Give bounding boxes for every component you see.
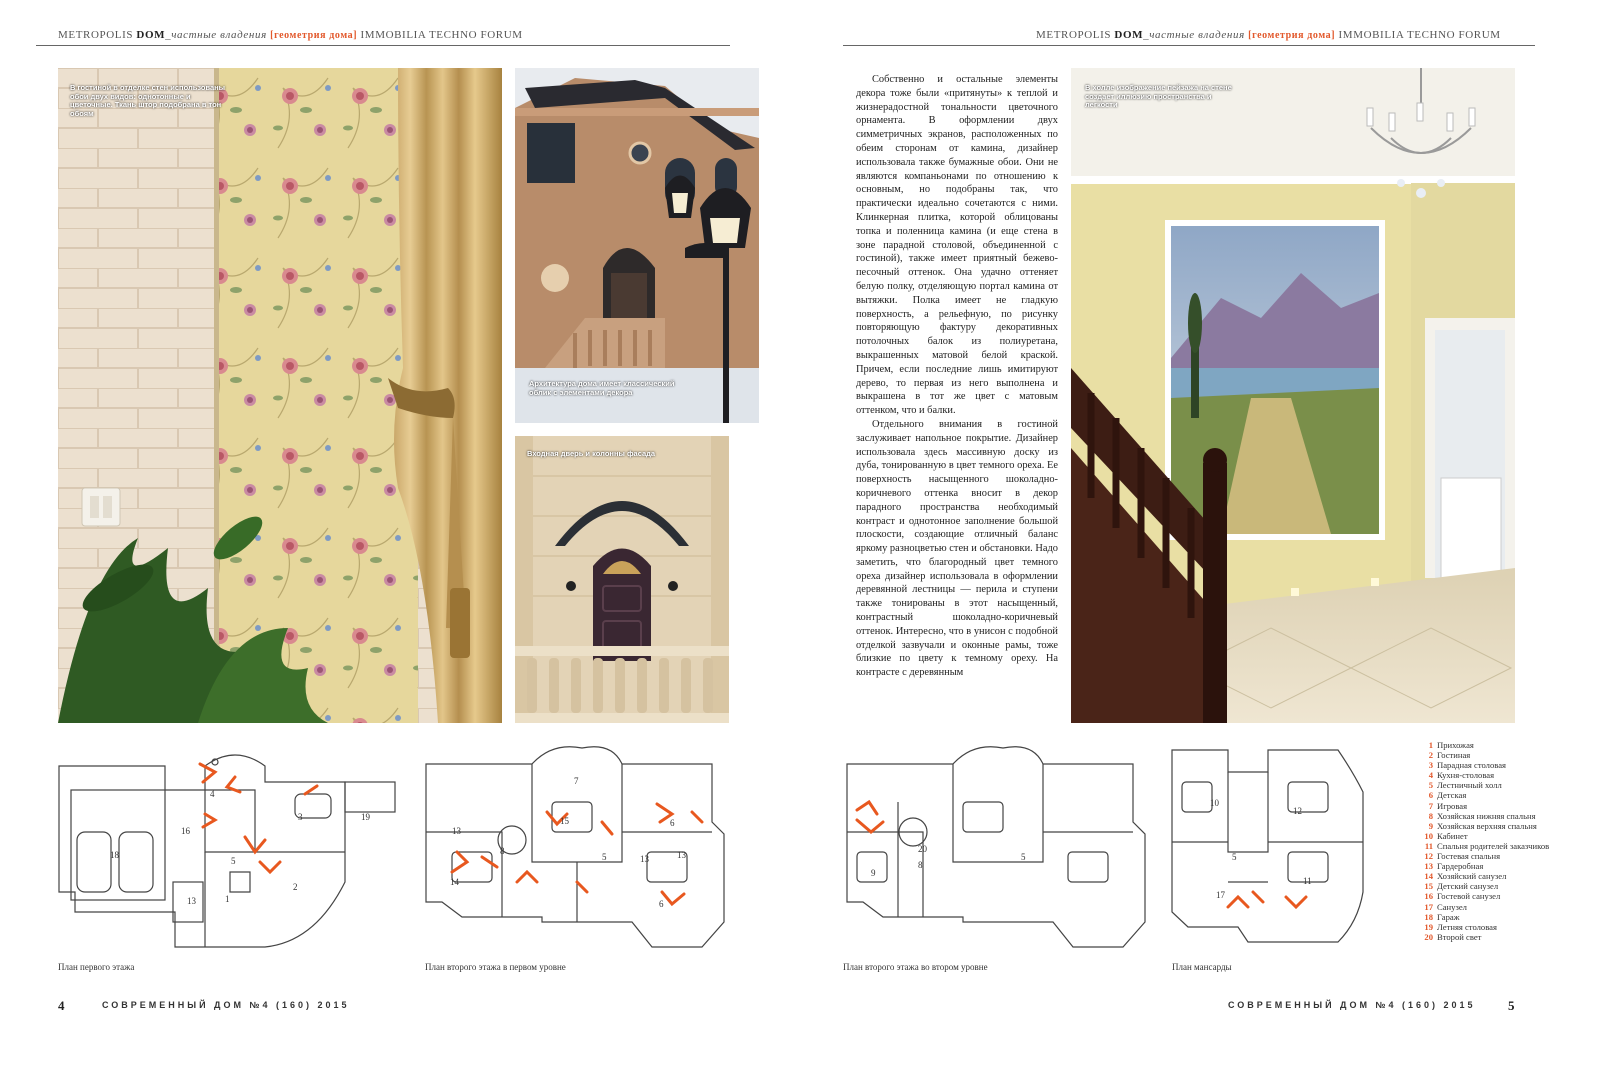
legend-number: 2: [1428, 750, 1433, 761]
legend-item: [1423, 811, 1573, 821]
legend-item: [1423, 922, 1573, 932]
plan-room-number: 5: [231, 856, 236, 866]
header-subtitle: _частные владения: [165, 29, 267, 41]
legend-number: 13: [1424, 861, 1433, 872]
plan-room-number: 17: [1216, 890, 1225, 900]
legend-number: 9: [1428, 820, 1433, 831]
article-paragraph: Собственно и остальные элементы декора тоже были «притянуты» к теплой и жизнерадостной тональности цветочного орнамента. В оформлении двух симметричных экранов, расположенных по обеим сторонам от камина, дизайнер использовала также бумажные обои. Они не являются компаньонами по отношению к основным, но подобраны так, что практически идеально сочетаются с ними. Клинкерная плитка, которой облицованы топка и поленница камина (и еще стена в зоне парадной столовой, объединенной с гостиной), также имеет приятный бежево-песочный оттенок. Она удачно оттеняет белую полку, отделяющую портал камина от вытяжки. Полка имеет не гладкую поверхность, а рельефную, по рисунку повторяющую фактуру декоративных потолочных балок из полиуретана, выкрашенных матовой белой краской. Причем, если последние лишь имитируют дерево, то первая из него выполнена и выкрашена в тот же цвет с матовым оттенком, что и балки.: [856, 74, 1058, 417]
page-number-left: 4: [58, 998, 65, 1013]
legend-label: Гостевой санузел: [1437, 891, 1501, 902]
photo-caption-wallpaper: В гостиной в отделке стен использованы обои двух видов: однотонные и цветочные. Ткань штор подобрана в тон обоям: [70, 83, 226, 118]
plan-caption-attic: План мансарды: [1172, 962, 1232, 972]
running-header-right: [1036, 29, 1501, 41]
legend-label: Гараж: [1437, 911, 1460, 922]
legend-item: [1423, 861, 1573, 871]
legend-number: 8: [1428, 810, 1433, 821]
legend-label: Прихожая: [1437, 740, 1474, 750]
legend-number: 17: [1424, 901, 1433, 912]
plan-room-number: 19: [361, 812, 370, 822]
article-body: [856, 73, 1058, 680]
photo-caption-door: Входная дверь и колонны фасада: [527, 449, 656, 458]
legend-number: 4: [1428, 770, 1433, 781]
page-number-right: 5: [1508, 998, 1515, 1013]
legend-item: [1423, 760, 1573, 770]
plan-room-number: 18: [110, 850, 119, 860]
plan-room-number: 3: [298, 812, 303, 822]
plan-room-number: 20: [918, 844, 927, 854]
legend-item: [1423, 831, 1573, 841]
plan-room-number: 13: [452, 826, 461, 836]
legend-item: [1423, 841, 1573, 851]
header-rule-left: [36, 45, 730, 46]
plan-room-number: 4: [210, 789, 215, 799]
legend-item: [1423, 790, 1573, 800]
plan-room-number: 7: [574, 776, 579, 786]
house-facade-photo: [515, 68, 759, 423]
legend-label: Игровая: [1437, 800, 1468, 811]
legend-label: Санузел: [1437, 901, 1467, 912]
plan-legend: [1423, 740, 1573, 942]
plan-room-number: 5: [1232, 852, 1237, 862]
legend-item: [1423, 851, 1573, 861]
plan-room-number: 10: [1210, 798, 1219, 808]
plan-room-number: 13: [677, 850, 686, 860]
plan-room-number: 15: [560, 816, 569, 826]
floor-plan-attic: [1168, 742, 1373, 954]
floor-plan-first: [55, 742, 415, 954]
legend-number: 10: [1424, 830, 1433, 841]
plan-room-number: 9: [871, 868, 876, 878]
header-section-tag: [геометрия дома]: [1248, 30, 1336, 41]
photo-caption-facade: Архитектура дома имеет классический облик с элементами декора: [529, 379, 675, 397]
plan-room-number: 8: [918, 860, 923, 870]
legend-number: 5: [1428, 780, 1433, 791]
legend-item: [1423, 902, 1573, 912]
legend-item: [1423, 881, 1573, 891]
legend-number: 12: [1424, 851, 1433, 862]
plan-room-number: 13: [640, 854, 649, 864]
legend-number: 3: [1428, 760, 1433, 771]
legend-number: 14: [1424, 871, 1433, 882]
plan-room-number: 11: [1303, 876, 1312, 886]
header-subtitle: _частные владения: [1143, 29, 1245, 41]
wallpaper-curtain-photo: [58, 68, 502, 723]
plan-room-number: 6: [659, 899, 664, 909]
legend-item: [1423, 891, 1573, 901]
plan-room-number: 12: [1293, 806, 1302, 816]
header-rest: IMMOBILIA TECHNO FORUM: [1338, 29, 1501, 41]
header-metropolis: METROPOLIS: [58, 29, 134, 41]
article-paragraph: Отдельного внимания в гостиной заслуживает напольное покрытие. Дизайнер использовала здесь массивную доску из дуба, тонированную в цвет темного ореха. Ее поверхность насыщенного шоколадно-коричневого оттенка вносит в декор парадного пространства необходимый контраст и однотонное заполнение большой плоскости, создающие отличный баланс яркому разноцветью стен и обстановки. Надо заметить, что благородный цвет темного ореха дизайнер использовала в оформлении деревянной лестницы — перила и ступени также тонированы в этот насыщенный, контрастный шоколадно-коричневый оттенок. Интересно, что в унисон с подобной отделкой зазвучали и оконные рамы, тоже близкие по цвету к темному ореху. На контрасте с деревянным: [856, 418, 1058, 679]
legend-item: [1423, 871, 1573, 881]
floor-plan-second-lower: [422, 742, 727, 954]
running-header-left: [58, 29, 523, 41]
plan-room-number: 5: [1021, 852, 1026, 862]
plan-caption-second-lower: План второго этажа в первом уровне: [425, 962, 566, 972]
legend-label: Парадная столовая: [1437, 760, 1506, 771]
photo-caption-hall: В холле изображение пейзажа на стене создает иллюзию пространства и легкости: [1085, 83, 1232, 109]
plan-caption-first: План первого этажа: [58, 962, 135, 972]
legend-label: Хозяйская нижняя спальня: [1437, 810, 1536, 821]
legend-number: 1: [1428, 740, 1433, 750]
legend-number: 6: [1428, 790, 1433, 801]
legend-label: Кабинет: [1437, 830, 1468, 841]
plan-room-number: 6: [670, 818, 675, 828]
legend-number: 18: [1424, 911, 1433, 922]
legend-label: Гостевая спальня: [1437, 851, 1501, 862]
header-dom: DOM: [136, 29, 166, 41]
header-metropolis: METROPOLIS: [1036, 29, 1112, 41]
legend-label: Хозяйская верхняя спальня: [1437, 820, 1537, 831]
header-rest: IMMOBILIA TECHNO FORUM: [360, 29, 523, 41]
legend-item: [1423, 932, 1573, 942]
plan-room-number: 13: [187, 896, 196, 906]
legend-label: Спальня родителей заказчиков: [1437, 840, 1550, 851]
plan-room-number: 16: [181, 826, 190, 836]
floor-plan-second-upper: [843, 742, 1148, 954]
legend-label: Детская: [1437, 790, 1467, 801]
header-section-tag: [геометрия дома]: [270, 30, 358, 41]
legend-number: 15: [1424, 881, 1433, 892]
legend-number: 11: [1424, 840, 1433, 851]
legend-number: 20: [1424, 931, 1433, 942]
legend-label: Летняя столовая: [1437, 921, 1497, 932]
legend-number: 16: [1424, 891, 1433, 902]
header-rule-right: [843, 45, 1535, 46]
plan-room-number: 2: [293, 882, 298, 892]
legend-label: Кухня-столовая: [1437, 770, 1495, 781]
legend-item: [1423, 780, 1573, 790]
legend-item: [1423, 912, 1573, 922]
footer-magazine-left: СОВРЕМЕННЫЙ ДОМ №4 (160) 2015: [102, 1000, 350, 1010]
legend-label: Хозяйский санузел: [1437, 871, 1507, 882]
plan-room-number: 1: [225, 894, 230, 904]
legend-label: Второй свет: [1437, 931, 1482, 942]
legend-label: Гардеробная: [1437, 861, 1484, 872]
legend-item: [1423, 801, 1573, 811]
footer-magazine-right: СОВРЕМЕННЫЙ ДОМ №4 (160) 2015: [1228, 1000, 1476, 1010]
legend-label: Детский санузел: [1437, 881, 1499, 892]
legend-item: [1423, 740, 1573, 750]
legend-item: [1423, 770, 1573, 780]
header-dom: DOM: [1114, 29, 1144, 41]
legend-number: 7: [1428, 800, 1433, 811]
legend-item: [1423, 750, 1573, 760]
legend-label: Гостиная: [1437, 750, 1471, 761]
plan-room-number: 5: [602, 852, 607, 862]
plan-caption-second-upper: План второго этажа во втором уровне: [843, 962, 988, 972]
front-door-photo: [515, 436, 729, 723]
staircase-hall-photo: [1071, 68, 1515, 723]
plan-room-number: 8: [500, 846, 505, 856]
legend-number: 19: [1424, 921, 1433, 932]
legend-item: [1423, 821, 1573, 831]
plan-room-number: 14: [450, 877, 459, 887]
legend-label: Лестничный холл: [1437, 780, 1502, 791]
